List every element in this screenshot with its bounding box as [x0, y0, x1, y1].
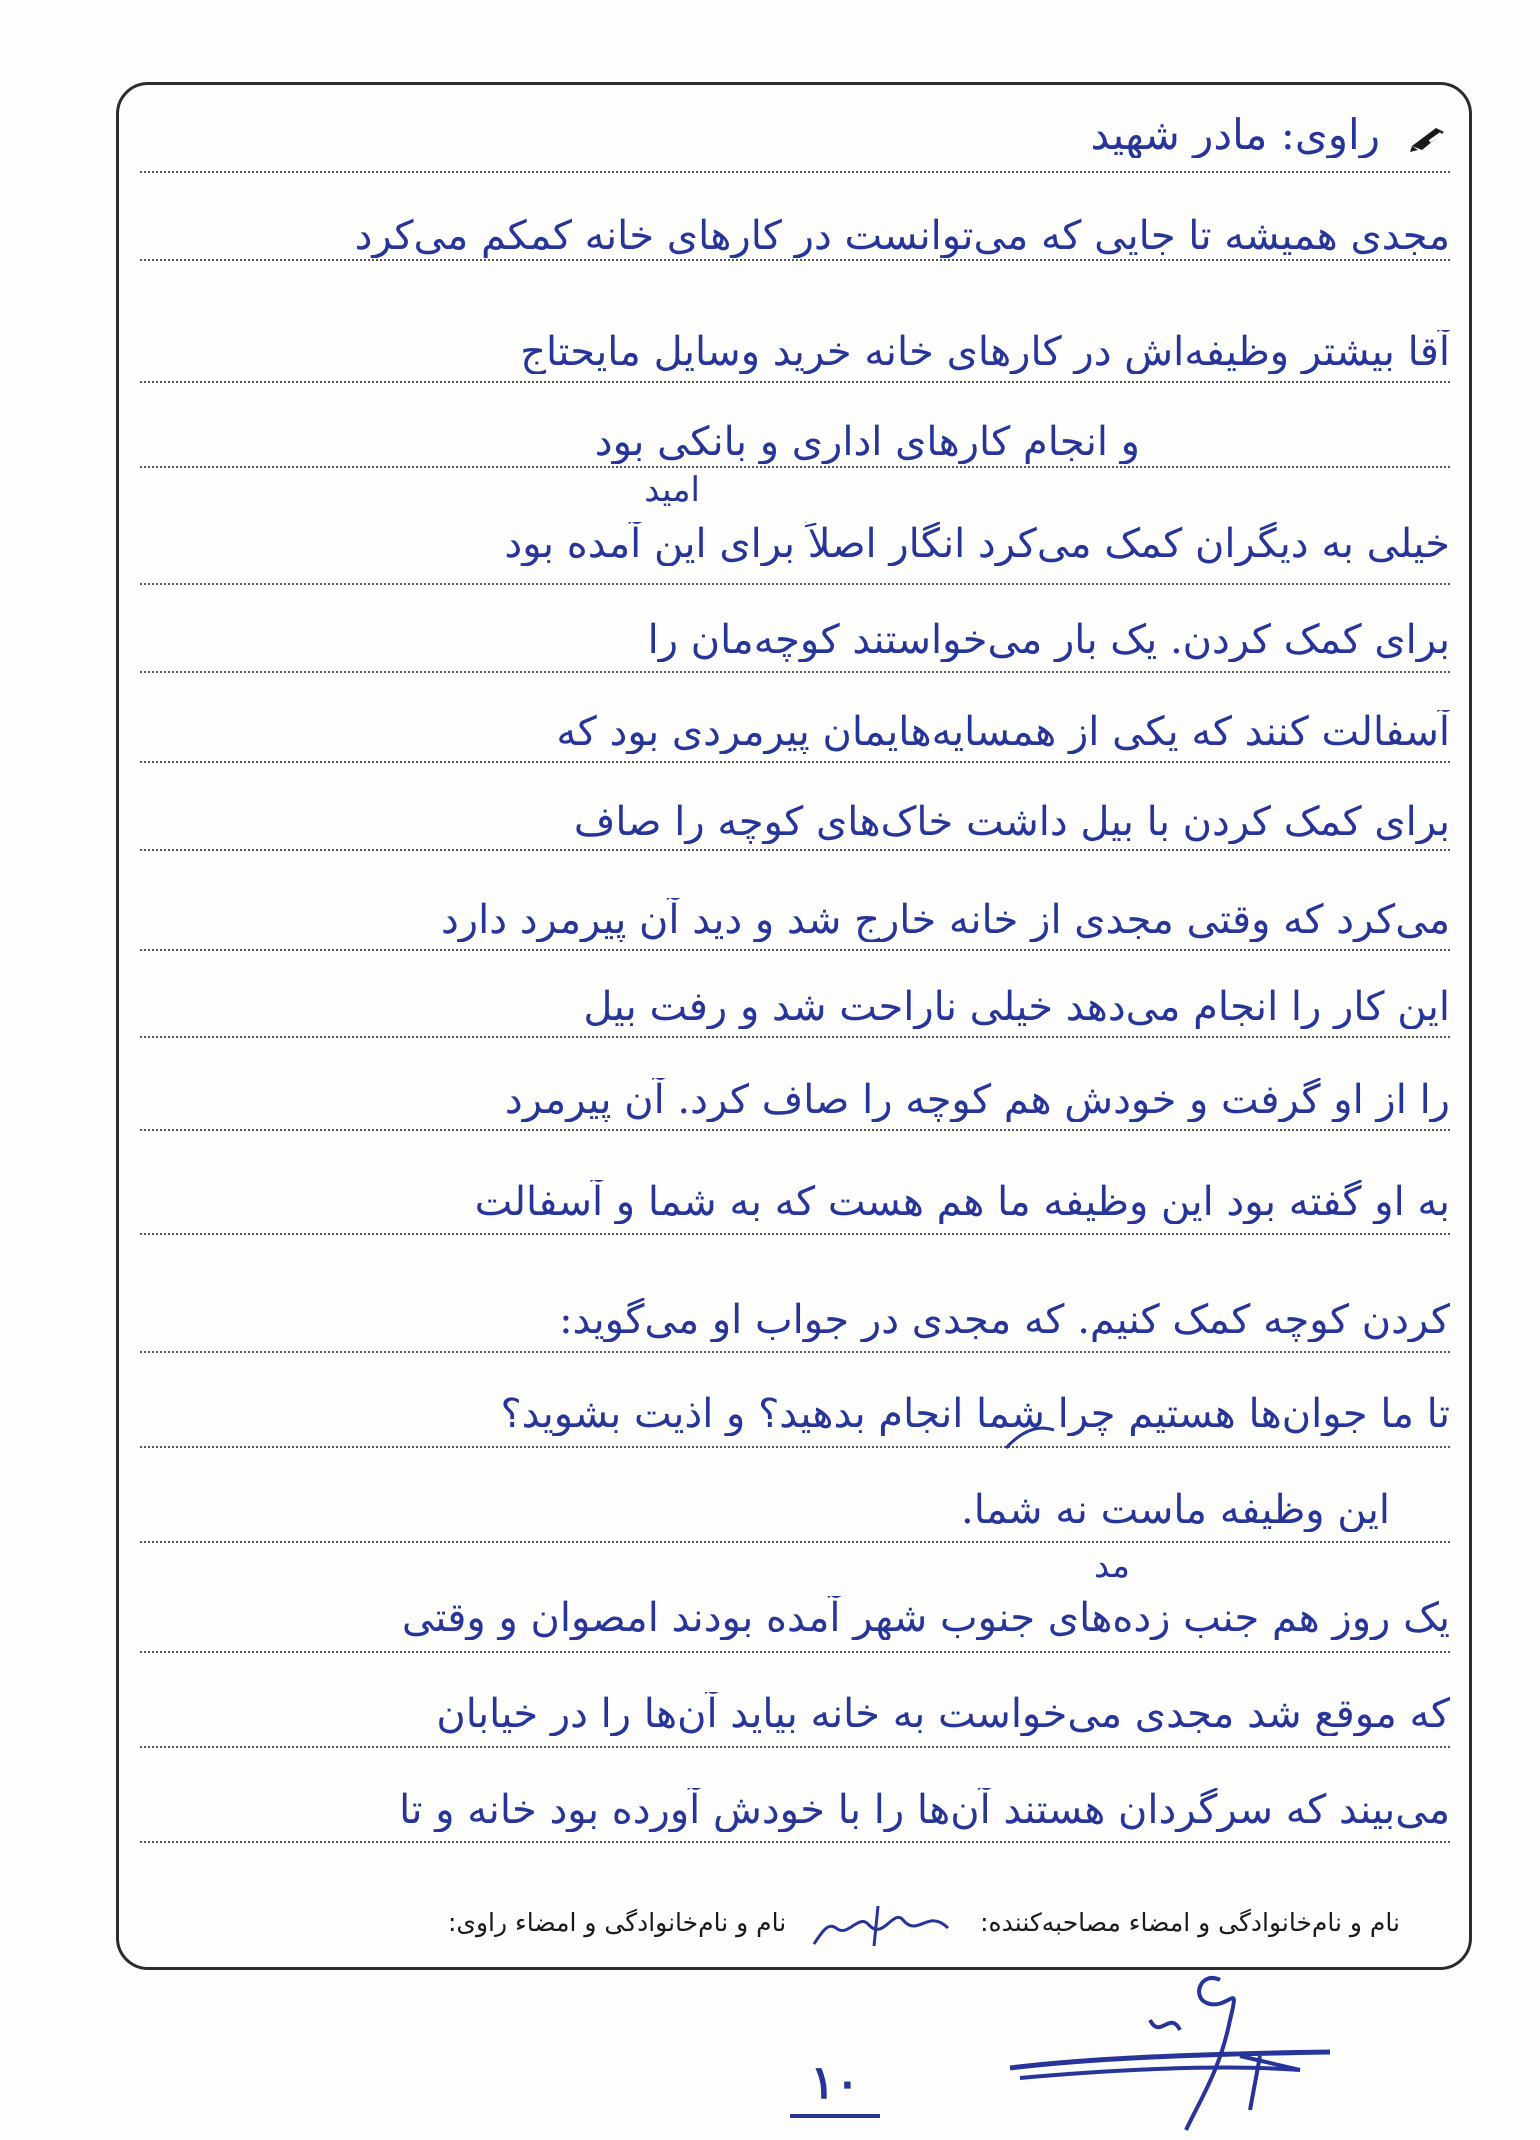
signature-labels: [300, 1898, 1400, 1950]
handwritten-line: کردن کوچه کمک کنیم. که مجدی در جواب او می‌گوید:: [559, 1298, 1450, 1342]
handwritten-line: خیلی به دیگران کمک می‌کرد انگار اصلاً برای این آمده بود: [504, 522, 1450, 566]
narrator-signature: [1000, 1960, 1340, 2140]
ruled-line: [140, 848, 1450, 851]
handwritten-line: یک روز هم جنب زده‌های جنوب شهر آمده بودند امصوان و وقتی: [401, 1596, 1450, 1640]
handwritten-line: این کار را انجام می‌دهد خیلی ناراحت شد و رفت بیل: [583, 985, 1450, 1029]
handwritten-line: آسفالت کنند که یکی از همسایه‌هایمان پیرمردی بود که: [556, 710, 1450, 754]
ruled-line: [140, 582, 1450, 585]
interlinear-note: امید: [644, 472, 700, 510]
ruled-line: [140, 1540, 1450, 1543]
narrator-signature-label: نام و نام‌خانوادگی و امضاء راوی:: [447, 1908, 787, 1937]
ruled-line: [140, 948, 1450, 951]
ruled-line: [140, 380, 1450, 383]
ruled-line: [140, 1650, 1450, 1653]
handwritten-line: برای کمک کردن. یک بار می‌خواستند کوچه‌مان را: [647, 618, 1450, 662]
narrator-heading: راوی: مادر شهید: [1090, 112, 1380, 159]
handwritten-line: به او گفته بود این وظیفه ما هم هست که به شما و آسفالت: [474, 1180, 1450, 1224]
ruled-line: [140, 170, 1450, 173]
handwritten-line: که موقع شد مجدی می‌خواست به خانه بیاید آن‌ها را در خیابان: [436, 1692, 1450, 1736]
handwritten-line: آقا بیشتر وظیفه‌اش در کارهای خانه خرید وسایل مایحتاج: [520, 330, 1450, 374]
interviewer-signature-label: نام و نام‌خانوادگی و امضاء مصاحبه‌کننده:: [980, 1908, 1400, 1937]
ruled-line: [140, 1232, 1450, 1235]
handwritten-line: و انجام کارهای اداری و بانکی بود: [594, 420, 1140, 464]
handwritten-line: تا ما جوان‌ها هستیم چرا شما انجام بدهید؟ و اذیت بشوید؟: [500, 1392, 1450, 1436]
handwritten-line: می‌بیند که سرگردان هستند آن‌ها را با خودش آورده بود خانه و تا: [399, 1788, 1450, 1832]
ruled-line: [140, 1035, 1450, 1038]
ruled-line: [140, 258, 1450, 261]
margin-mark: [1000, 1418, 1060, 1458]
handwritten-line: می‌کرد که وقتی مجدی از خانه خارج شد و دید آن پیرمرد دارد: [440, 898, 1450, 942]
ruled-line: [140, 670, 1450, 673]
ruled-line: [140, 760, 1450, 763]
ruled-line: [140, 1350, 1450, 1353]
handwritten-line: این وظیفه ماست نه شما.: [961, 1488, 1390, 1532]
handwritten-line: برای کمک کردن با بیل داشت خاک‌های کوچه را صاف: [573, 800, 1450, 844]
handwritten-line: را از او گرفت و خودش هم کوچه را صاف کرد. آن پیرمرد: [504, 1078, 1450, 1122]
pen-icon: [1408, 122, 1448, 154]
interlinear-note: مد: [1093, 1548, 1130, 1586]
ruled-line: [140, 465, 1450, 468]
ruled-line: [140, 1445, 1450, 1448]
ruled-line: [140, 1745, 1450, 1748]
handwritten-line: مجدی همیشه تا جایی که می‌توانست در کارهای خانه کمکم می‌کرد: [354, 214, 1450, 258]
interviewer-signature: [808, 1898, 958, 1950]
ruled-line: [140, 1128, 1450, 1131]
page-number: ۱۰: [790, 2054, 880, 2118]
ruled-line: [140, 1840, 1450, 1843]
